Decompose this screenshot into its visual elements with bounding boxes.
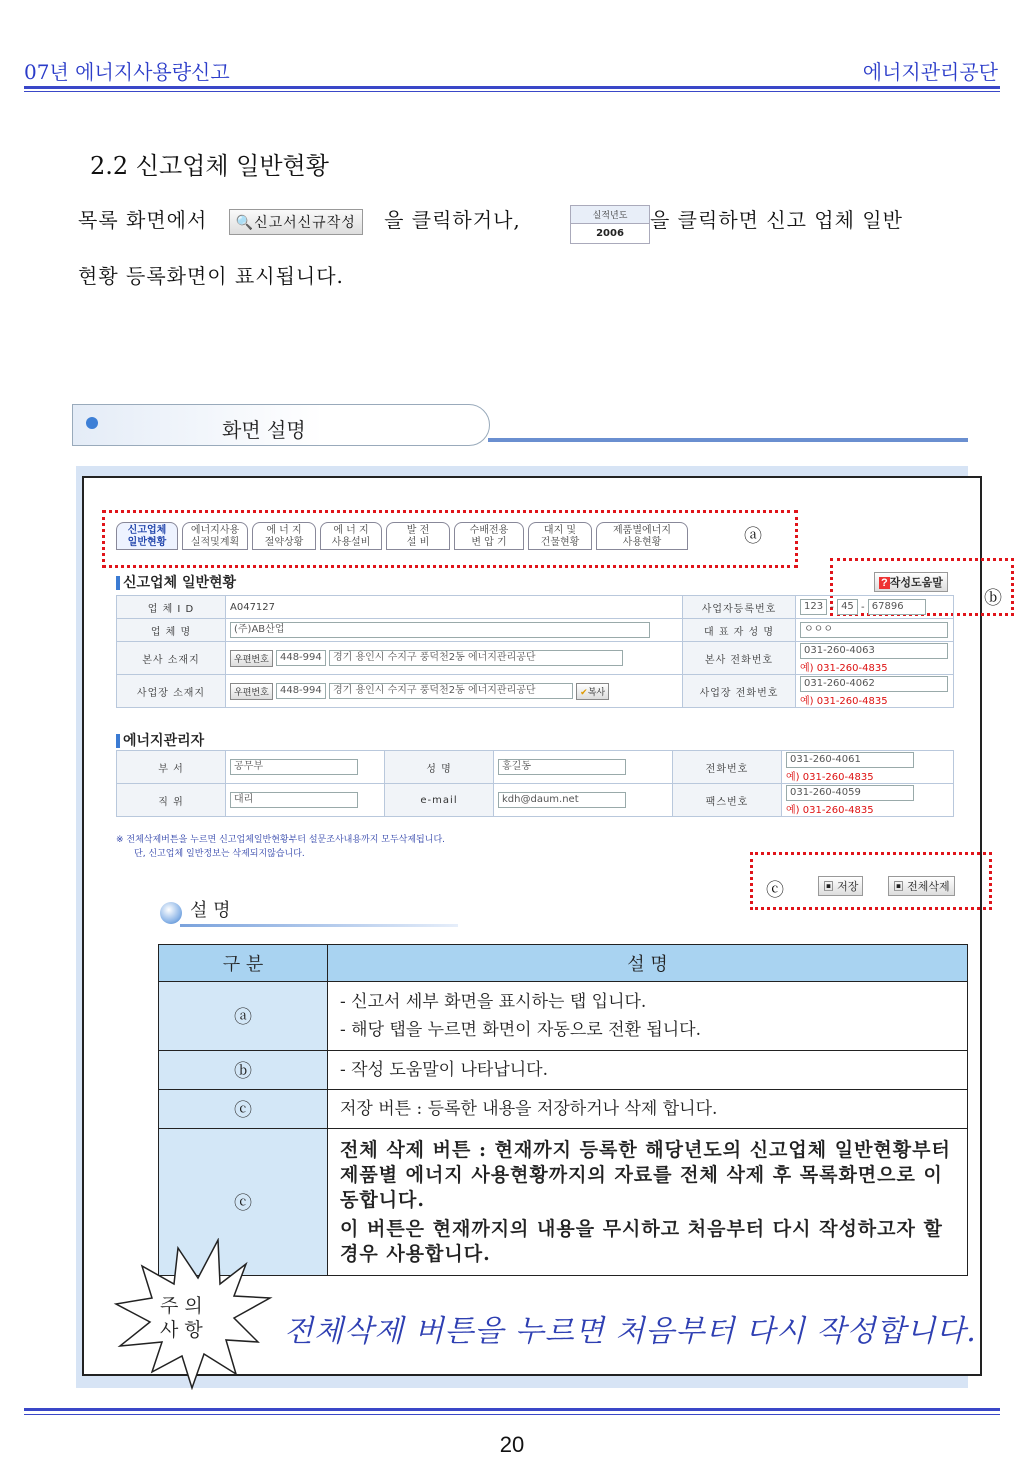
tab-general-status[interactable]: 신고업체 일반현황 <box>116 522 178 550</box>
tab-energy-usage[interactable]: 에너지사용 실적및계획 <box>182 522 248 550</box>
tab-energy-equipment[interactable]: 에 너 지 사용설비 <box>320 522 382 550</box>
header-divider-thin <box>24 91 1000 92</box>
manager-phone-example: 예) 031-260-4835 <box>786 771 874 783</box>
hq-address-label: 본사 소재지 <box>117 642 226 675</box>
delete-notice-1: ※ 전체삭제버튼을 누르면 신고업체일반현황부터 설문조사내용까지 모두삭제됩니다. <box>116 835 445 845</box>
business-number-label: 사업자등록번호 <box>683 596 796 619</box>
intro-paragraph <box>78 204 521 235</box>
company-name-label: 업 체 명 <box>117 619 226 642</box>
manager-phone-label: 전화번호 <box>673 751 782 784</box>
description-table <box>158 944 968 1276</box>
form-general-title: 신고업체 일반현황 <box>116 572 236 592</box>
intro-text-3: 을 클릭하면 신고 업체 일반 <box>650 208 903 232</box>
hq-zip-input[interactable]: 448-994 <box>276 650 326 666</box>
highlight-box-a <box>102 510 798 568</box>
year-value: 2006 <box>596 228 624 239</box>
help-button[interactable]: ? 작성도움말 <box>874 572 948 592</box>
delete-notice-2: 단, 신고업체 일반정보는 삭제되지않습니다. <box>134 849 305 859</box>
business-number-3[interactable]: 67896 <box>868 599 926 615</box>
representative-label: 대 표 자 성 명 <box>683 619 796 642</box>
footer-divider <box>24 1408 1000 1411</box>
row-a-key: ⓐ <box>159 982 328 1051</box>
screen-title-underline <box>488 438 968 442</box>
manager-name-input[interactable]: 홍길동 <box>498 759 626 775</box>
site-phone-label: 사업장 전화번호 <box>683 675 796 708</box>
header-divider <box>24 86 1000 89</box>
tab-site-building[interactable]: 대지 및 건물현황 <box>528 522 592 550</box>
description-underline <box>180 924 458 927</box>
col-description-header: 설 명 <box>328 945 968 982</box>
form-manager-title: 에너지관리자 <box>116 730 204 750</box>
fax-label: 팩스번호 <box>673 784 782 817</box>
general-status-form: 업 체 I D A047127 사업자등록번호 123 - 45 - 67896 업 체 명 (주)AB산업 대 표 자 성 명 ㅇㅇㅇ 본사 소재지 우편번호 448-994 경기 용인시 수지구 풍덕천2동 에너지관리공단 본사 전화번호 031-260-4063 예) 031-260-4835 사업장 소재지 우편번호 448-994 경기 용인시 수지구 풍덕천2동 에너지관리공단 ✔복사 사업장 전화번호 031-260-4062 예) 031-260-4835 <box>116 595 954 708</box>
row-c-key: ⓒ <box>159 1090 328 1129</box>
help-icon: ? <box>881 577 888 589</box>
warning-text: 전체삭제 버튼을 누르면 처음부터 다시 작성합니다. <box>284 1314 977 1349</box>
new-report-button-image: 🔍신고서신규작성 <box>229 209 363 235</box>
company-id-value: A047127 <box>226 596 683 619</box>
search-doc-icon: 🔍 <box>235 215 255 231</box>
position-label: 직 위 <box>117 784 226 817</box>
footer-divider-thin <box>24 1414 1000 1415</box>
row-b-key: ⓑ <box>159 1051 328 1090</box>
screen-title: 화면 설명 <box>222 418 306 442</box>
email-input[interactable]: kdh@daum.net <box>498 792 626 808</box>
representative-input[interactable]: ㅇㅇㅇ <box>800 622 948 638</box>
intro-text-2: 을 클릭하거나, <box>384 208 521 232</box>
manager-name-label: 성 명 <box>385 751 494 784</box>
fax-input[interactable]: 031-260-4059 <box>786 785 914 801</box>
marker-a: ⓐ <box>744 526 762 547</box>
site-phone-example: 예) 031-260-4835 <box>800 695 888 707</box>
business-number-2[interactable]: 45 <box>837 599 858 615</box>
company-id-label: 업 체 I D <box>117 596 226 619</box>
warning-label: 주 의 사 항 <box>160 1295 203 1341</box>
floppy-icon: ▣ <box>823 881 834 893</box>
site-phone-input[interactable]: 031-260-4062 <box>800 676 948 692</box>
row-c2-desc: 전체 삭제 버튼 : 현재까지 등록한 해당년도의 신고업체 일반현황부터 제품별 에너지 사용현황까지의 자료를 전체 삭제 후 목록화면으로 이동합니다. 이 버튼은 현재까지의 내용을 무시하고 처음부터 다시 작성하고자 할 경우 사용합니다. <box>328 1129 968 1276</box>
page-number: 20 <box>499 1432 525 1457</box>
tab-transformer[interactable]: 수배전용 변 압 기 <box>454 522 524 550</box>
row-c2-key: ⓒ <box>159 1129 328 1276</box>
header-right-title: 에너지관리공단 <box>862 60 998 84</box>
section-title: 2.2 신고업체 일반현황 <box>90 152 329 180</box>
check-icon: ✔ <box>580 687 588 698</box>
save-button[interactable]: ▣ 저장 <box>818 876 863 896</box>
intro-text-line2: 현황 등록화면이 표시됩니다. <box>78 264 344 288</box>
trash-icon: ▣ <box>893 881 904 893</box>
intro-text-1: 목록 화면에서 <box>78 208 208 232</box>
row-b-desc: - 작성 도움말이 나타납니다. <box>328 1051 968 1090</box>
site-address-input[interactable]: 경기 용인시 수지구 풍덕천2동 에너지관리공단 <box>329 683 573 699</box>
position-input[interactable]: 대리 <box>230 792 358 808</box>
description-title: 설 명 <box>190 900 231 921</box>
year-cell-image <box>570 205 650 244</box>
description-bullet-icon <box>160 902 182 924</box>
site-zip-button[interactable]: 우편번호 <box>230 683 273 700</box>
col-category-header: 구 분 <box>159 945 328 982</box>
department-label: 부 서 <box>117 751 226 784</box>
tab-energy-saving[interactable]: 에 너 지 절약상황 <box>252 522 316 550</box>
bullet-icon <box>86 417 98 429</box>
manager-phone-input[interactable]: 031-260-4061 <box>786 752 914 768</box>
row-a-desc: - 신고서 세부 화면을 표시하는 탭 입니다. - 해당 탭을 누르면 화면이 자동으로 전환 됩니다. <box>328 982 968 1051</box>
tab-power-generation[interactable]: 발 전 설 비 <box>386 522 450 550</box>
email-label: e-mail <box>385 784 494 817</box>
site-address-label: 사업장 소재지 <box>117 675 226 708</box>
business-number-1[interactable]: 123 <box>800 599 827 615</box>
marker-c: ⓒ <box>766 880 784 901</box>
delete-all-button[interactable]: ▣ 전체삭제 <box>888 876 955 896</box>
energy-manager-form <box>116 750 954 817</box>
company-name-input[interactable]: (주)AB산업 <box>230 622 650 638</box>
copy-button[interactable]: ✔복사 <box>576 683 609 700</box>
hq-phone-example: 예) 031-260-4835 <box>800 662 888 674</box>
highlight-box-c <box>750 852 992 910</box>
tab-product-energy[interactable]: 제품별에너지 사용현황 <box>596 522 688 550</box>
hq-zip-button[interactable]: 우편번호 <box>230 650 273 667</box>
row-c-desc: 저장 버튼 : 등록한 내용을 저장하거나 삭제 합니다. <box>328 1090 968 1129</box>
title-bar-icon <box>116 576 120 590</box>
fax-example: 예) 031-260-4835 <box>786 804 874 816</box>
header-left-title: 07년 에너지사용량신고 <box>24 60 230 84</box>
hq-phone-input[interactable]: 031-260-4063 <box>800 643 948 659</box>
department-input[interactable]: 공무부 <box>230 759 358 775</box>
site-zip-input[interactable]: 448-994 <box>276 683 326 699</box>
marker-b: ⓑ <box>984 588 1002 609</box>
title-bar-icon <box>116 734 120 748</box>
hq-phone-label: 본사 전화번호 <box>683 642 796 675</box>
hq-address-input[interactable]: 경기 용인시 수지구 풍덕천2동 에너지관리공단 <box>329 650 623 666</box>
year-label: 실적년도 <box>571 206 649 224</box>
